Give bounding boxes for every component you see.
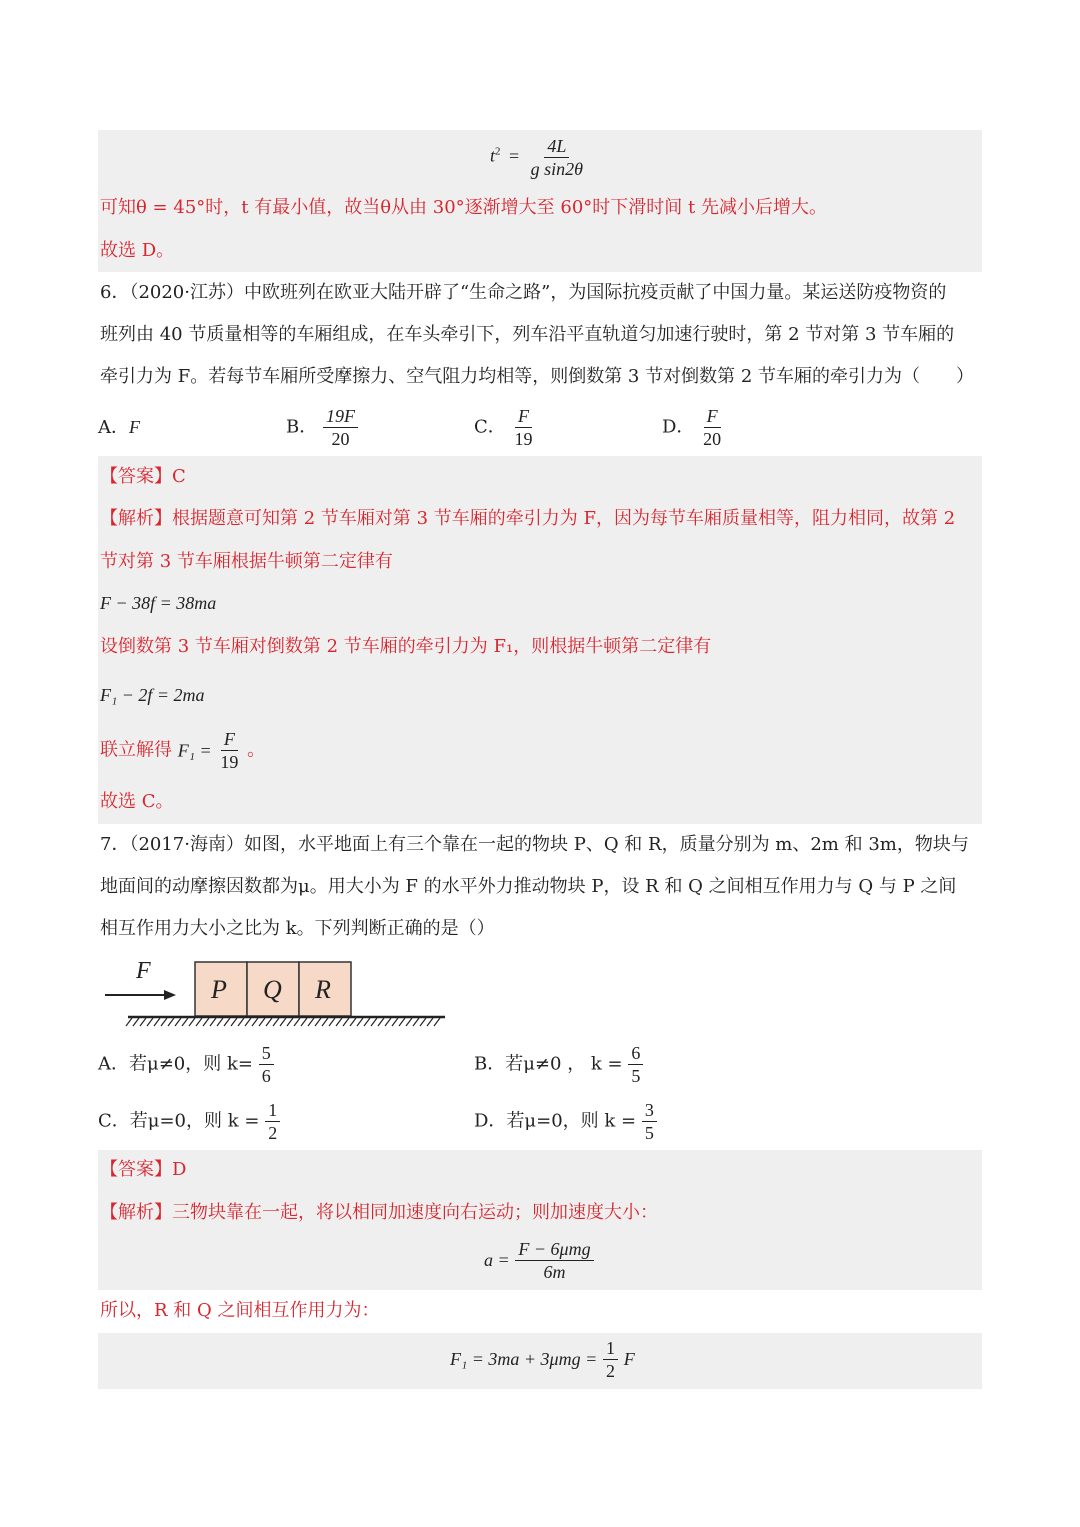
hatch-line <box>287 1018 293 1026</box>
hatch-line <box>147 1018 153 1026</box>
hatch-line <box>154 1018 160 1026</box>
q6-solve: 联立解得 F₁ = $\frac{F}{19}$ 。 <box>100 729 266 772</box>
hatch-line <box>252 1018 258 1026</box>
q7-option-d: D．若μ=0，则 k = $\frac{3}{5}$ <box>474 1099 657 1144</box>
hatch-line <box>364 1018 370 1026</box>
hatch-line <box>175 1018 181 1026</box>
hatch-line <box>217 1018 223 1026</box>
q7-force-formula: F₁ = 3ma + 3μmg = $\frac{1}{2}$ F <box>450 1338 635 1381</box>
q7-line-1: 7．（2017·海南）如图，水平地面上有三个靠在一起的物块 P、Q 和 R，质量分别为 m、2m 和 3m，物块与 <box>100 834 969 855</box>
hatch-line <box>315 1018 321 1026</box>
q7-option-c: C．若μ=0，则 k = $\frac{1}{2}$ <box>98 1099 280 1144</box>
hatch-line <box>308 1018 314 1026</box>
q7-option-b: B．若μ≠0 ， k = $\frac{6}{5}$ <box>474 1042 643 1087</box>
hatch-line <box>301 1018 307 1026</box>
hatch-line <box>392 1018 398 1026</box>
hatch-line <box>406 1018 412 1026</box>
hatch-line <box>238 1018 244 1026</box>
q6-equation-2: F₁ − 2f = 2ma <box>100 685 205 705</box>
q6-equation-1: F − 38f = 38ma <box>100 593 217 613</box>
hatch-line <box>133 1018 139 1026</box>
block-p-label: P <box>211 975 227 1004</box>
block-r-label: R <box>315 975 331 1004</box>
hatch-line <box>357 1018 363 1026</box>
hatch-line <box>203 1018 209 1026</box>
arrow-head-icon <box>164 990 176 1000</box>
hatch-line <box>434 1018 440 1026</box>
q7-analysis-1: 【解析】三物块靠在一起，将以相同加速度向右运动；则加速度大小： <box>100 1202 658 1223</box>
formula-t2: $t^2$ = $\frac{4L}{\text{g sin2θ}}$ <box>490 136 584 179</box>
hatch-line <box>259 1018 265 1026</box>
q6-option-b: B． $\frac{19F}{20}$ <box>286 405 358 450</box>
hatch-line <box>350 1018 356 1026</box>
hatch-line <box>399 1018 405 1026</box>
hatch-line <box>329 1018 335 1026</box>
conclusion-text: 可知θ = 45°时，t 有最小值，故当θ从由 30°逐渐增大至 60°时下滑时间 t 先减小后增大。 <box>100 197 827 218</box>
q7-accel-formula: a = $\frac{\text{F − 6μmg}}{6m}$ <box>484 1238 594 1283</box>
hatch-line <box>371 1018 377 1026</box>
hatch-line <box>294 1018 300 1026</box>
hatch-line <box>336 1018 342 1026</box>
q7-so-text: 所以，R 和 Q 之间相互作用力为： <box>100 1300 380 1321</box>
hatch-line <box>413 1018 419 1026</box>
hatch-line <box>168 1018 174 1026</box>
hatch-line <box>378 1018 384 1026</box>
q6-analysis-2: 节对第 3 节车厢根据牛顿第二定律有 <box>100 551 393 572</box>
hatch-line <box>210 1018 216 1026</box>
q7-line-3: 相互作用力大小之比为 k。下列判断正确的是（） <box>100 918 495 939</box>
q6-option-a: A．F <box>98 417 140 438</box>
block-q-label: Q <box>263 975 282 1004</box>
q6-line-3: 牵引力为 F。若每节车厢所受摩擦力、空气阻力均相等，则倒数第 3 节对倒数第 2 节车厢的牵引力为（ ） <box>100 366 974 387</box>
q6-choose: 故选 C。 <box>100 791 174 812</box>
hatch-line <box>420 1018 426 1026</box>
q6-analysis-3: 设倒数第 3 节车厢对倒数第 2 节车厢的牵引力为 F₁，则根据牛顿第二定律有 <box>100 636 712 657</box>
hatch-line <box>343 1018 349 1026</box>
q6-line-1: 6．（2020·江苏）中欧班列在欧亚大陆开辟了“生命之路”，为国际抗疫贡献了中国力量。某运送防疫物资的 <box>100 282 947 303</box>
hatch-line <box>126 1018 132 1026</box>
hatch-line <box>427 1018 433 1026</box>
q6-analysis-1: 【解析】根据题意可知第 2 节车厢对第 3 节车厢的牵引力为 F，因为每节车厢质量相等，阻力相同，故第 2 <box>100 508 956 529</box>
hatch-line <box>280 1018 286 1026</box>
hatch-line <box>140 1018 146 1026</box>
hatch-line <box>182 1018 188 1026</box>
hatch-line <box>189 1018 195 1026</box>
q6-line-2: 班列由 40 节质量相等的车厢组成，在车头牵引下，列车沿平直轨道匀加速行驶时，第 2 节对第 3 节车厢的 <box>100 324 955 345</box>
hatch-line <box>273 1018 279 1026</box>
q6-option-d: D． $\frac{F}{20}$ <box>662 406 722 449</box>
hatch-line <box>231 1018 237 1026</box>
hatch-line <box>224 1018 230 1026</box>
q6-option-c: C． $\frac{F}{19}$ <box>474 406 533 449</box>
q7-answer: 【答案】D <box>100 1159 187 1180</box>
force-label: F <box>136 958 151 984</box>
hatch-line <box>161 1018 167 1026</box>
hatch-line <box>196 1018 202 1026</box>
ground-hatch <box>126 1018 440 1026</box>
q7-option-a: A．若μ≠0，则 k= $\frac{5}{6}$ <box>98 1042 274 1087</box>
q7-line-2: 地面间的动摩擦因数都为μ。用大小为 F 的水平外力推动物块 P，设 R 和 Q 之间相互作用力与 Q 与 P 之间 <box>100 876 957 897</box>
hatch-line <box>385 1018 391 1026</box>
hatch-line <box>266 1018 272 1026</box>
hatch-line <box>322 1018 328 1026</box>
hatch-line <box>245 1018 251 1026</box>
choose-d-text: 故选 D。 <box>100 240 175 261</box>
q6-answer: 【答案】C <box>100 466 186 487</box>
blocks-figure <box>100 955 450 1030</box>
